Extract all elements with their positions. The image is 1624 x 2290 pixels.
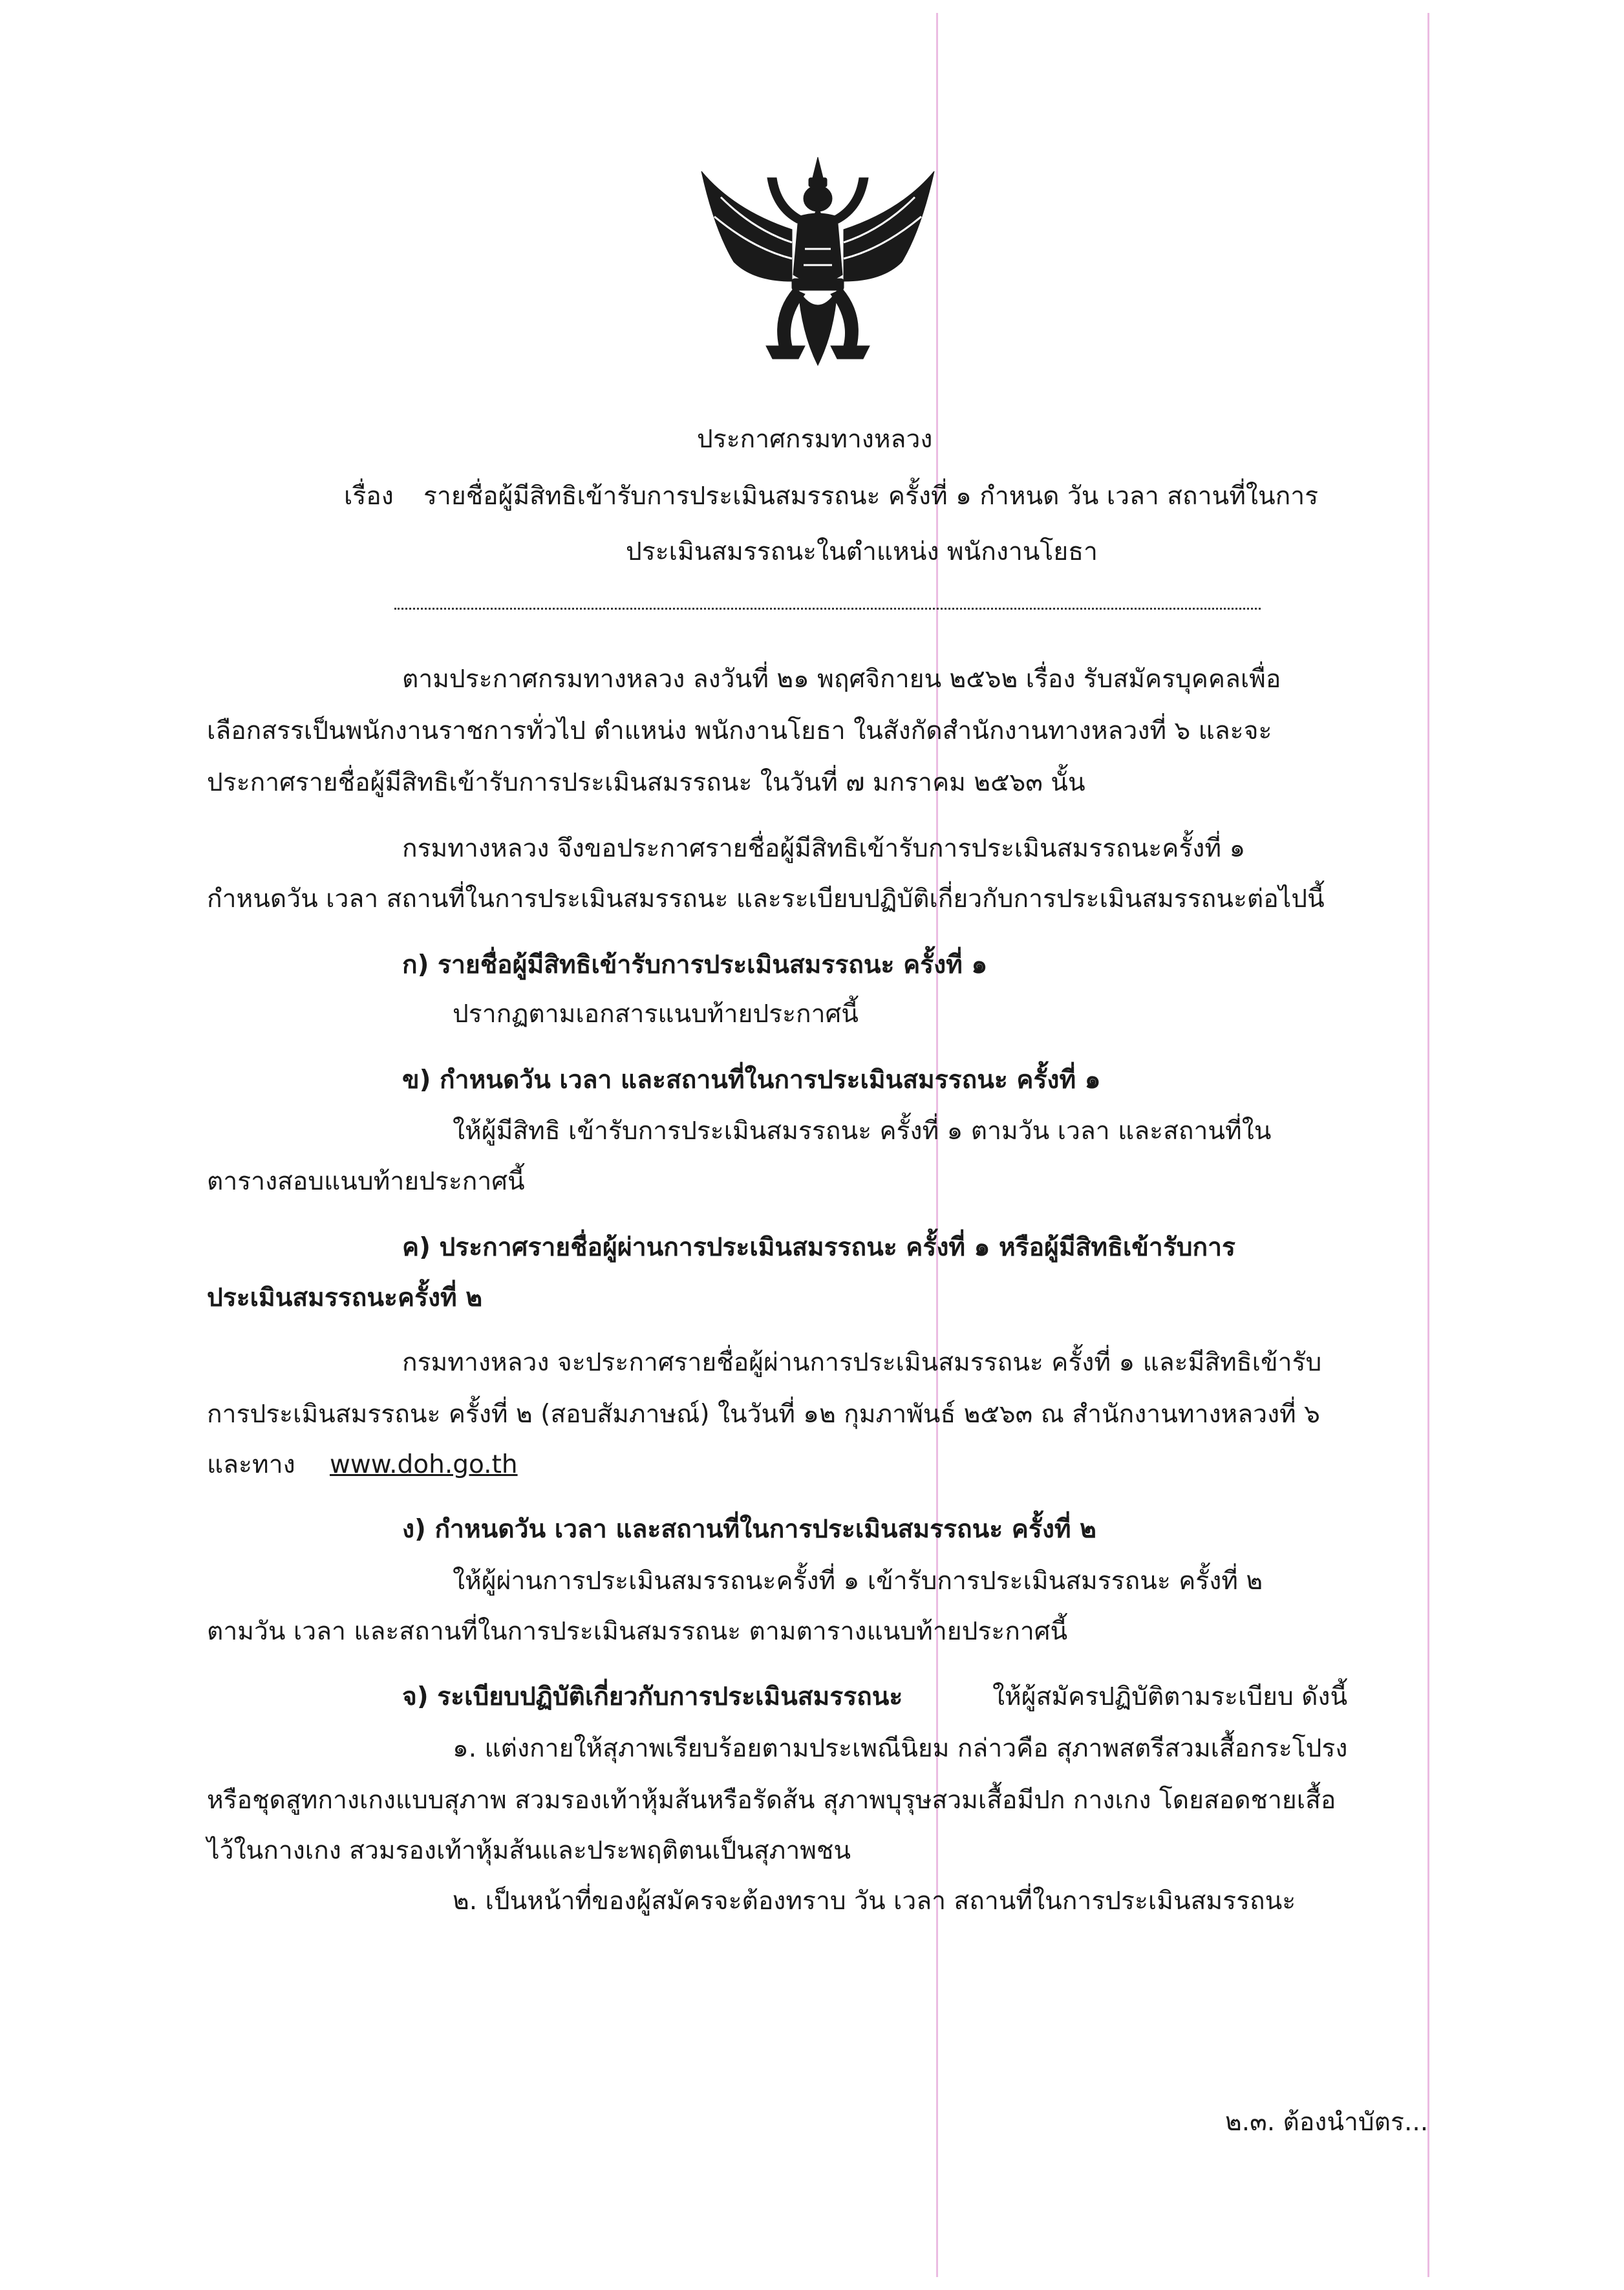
page-continuation: ๒.๓. ต้องนำบัตร... [1225,2108,1429,2137]
paragraph-line: กรมทางหลวง จึงขอประกาศรายชื่อผู้มีสิทธิเข้ารับการประเมินสมรรถนะครั้งที่ ๑ [402,834,1246,863]
section-heading: ง) กำหนดวัน เวลา และสถานที่ในการประเมินสมรรถนะ ครั้งที่ ๒ [402,1515,1096,1544]
garuda-emblem-icon [695,152,941,391]
paragraph-line: ให้ผู้ผ่านการประเมินสมรรถนะครั้งที่ ๑ เข้ารับการประเมินสมรรถนะ ครั้งที่ ๒ [453,1567,1263,1596]
paragraph-line: หรือชุดสูทกางเกงแบบสุภาพ สวมรองเท้าหุ้มส้นหรือรัดส้น สุภาพบุรุษสวมเสื้อมีปก กางเกง โดยสอดชายเสื้อ [207,1786,1336,1815]
subject-label: เรื่อง [344,482,394,511]
paragraph-line: ประกาศรายชื่อผู้มีสิทธิเข้ารับการประเมินสมรรถนะ ในวันที่ ๗ มกราคม ๒๕๖๓ นั้น [207,768,1085,797]
divider-dotted [394,608,1261,610]
paragraph-line: ตามวัน เวลา และสถานที่ในการประเมินสมรรถนะ ตามตารางแนบท้ายประกาศนี้ [207,1617,1068,1646]
list-item: ๒. เป็นหน้าที่ของผู้สมัครจะต้องทราบ วัน เวลา สถานที่ในการประเมินสมรรถนะ [453,1887,1296,1916]
paragraph-line: เลือกสรรเป็นพนักงานราชการทั่วไป ตำแหน่ง พนักงานโยธา ในสังกัดสำนักงานทางหลวงที่ ๖ และจะ [207,716,1272,745]
section-heading: ค) ประกาศรายชื่อผู้ผ่านการประเมินสมรรถนะ ครั้งที่ ๑ หรือผู้มีสิทธิเข้ารับการ [402,1233,1235,1262]
paragraph-line: ตามประกาศกรมทางหลวง ลงวันที่ ๒๑ พฤศจิกายน ๒๕๖๒ เรื่อง รับสมัครบุคคลเพื่อ [402,665,1281,694]
paragraph-line: และทาง [207,1450,295,1479]
paragraph-line: กรมทางหลวง จะประกาศรายชื่อผู้ผ่านการประเมินสมรรถนะ ครั้งที่ ๑ และมีสิทธิเข้ารับ [402,1348,1322,1377]
section-heading: ข) กำหนดวัน เวลา และสถานที่ในการประเมินสมรรถนะ ครั้งที่ ๑ [402,1065,1101,1095]
subject-line: รายชื่อผู้มีสิทธิเข้ารับการประเมินสมรรถนะ ครั้งที่ ๑ กำหนด วัน เวลา สถานที่ในการ [423,482,1319,511]
paragraph-line: กำหนดวัน เวลา สถานที่ในการประเมินสมรรถนะ และระเบียบปฏิบัติเกี่ยวกับการประเมินสมรรถนะต่อไปนี้ [207,884,1325,914]
section-heading: ประเมินสมรรถนะครั้งที่ ๒ [207,1283,483,1312]
paragraph-line: ไว้ในกางเกง สวมรองเท้าหุ้มส้นและประพฤติตนเป็นสุภาพชน [207,1836,851,1865]
website-link[interactable]: www.doh.go.th [330,1450,518,1479]
section-heading: ก) รายชื่อผู้มีสิทธิเข้ารับการประเมินสมรรถนะ ครั้งที่ ๑ [402,950,988,979]
paragraph-line: ปรากฏตามเอกสารแนบท้ายประกาศนี้ [453,1000,859,1029]
section-heading: จ) ระเบียบปฏิบัติเกี่ยวกับการประเมินสมรรถนะ [402,1682,903,1711]
document-title: ประกาศกรมทางหลวง [697,425,933,454]
paragraph-line: การประเมินสมรรถนะ ครั้งที่ ๒ (สอบสัมภาษณ์) ในวันที่ ๑๒ กุมภาพันธ์ ๒๕๖๓ ณ สำนักงานทางหลวงที่ ๖ [207,1400,1320,1429]
margin-guide-line [1427,13,1429,2277]
subject-line: ประเมินสมรรถนะในตำแหน่ง พนักงานโยธา [626,537,1098,566]
paragraph-line: ตารางสอบแนบท้ายประกาศนี้ [207,1167,525,1196]
paragraph-line: ให้ผู้สมัครปฏิบัติตามระเบียบ ดังนี้ [992,1682,1348,1711]
list-item: ๑. แต่งกายให้สุภาพเรียบร้อยตามประเพณีนิยม กล่าวคือ สุภาพสตรีสวมเสื้อกระโปรง [453,1734,1348,1763]
paragraph-line: ให้ผู้มีสิทธิ เข้ารับการประเมินสมรรถนะ ครั้งที่ ๑ ตามวัน เวลา และสถานที่ใน [453,1117,1272,1146]
